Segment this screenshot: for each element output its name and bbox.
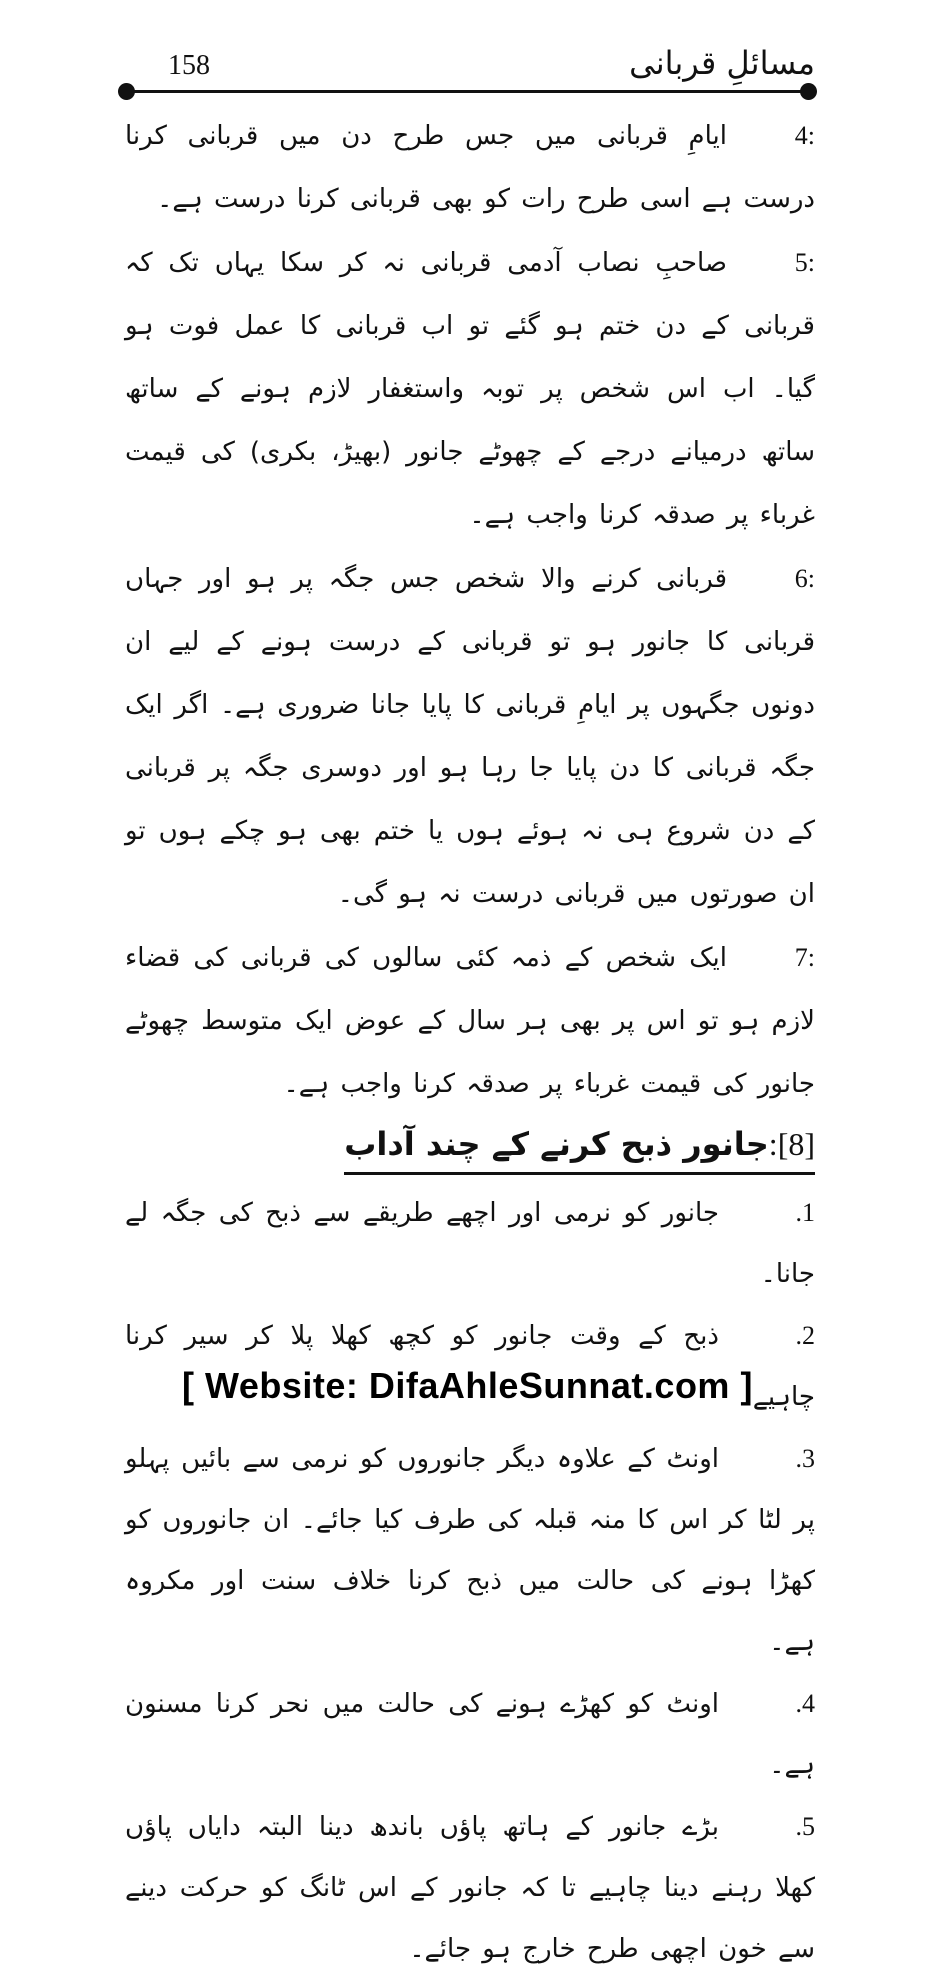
website-footer: [ Website: DifaAhleSunnat.com ]: [182, 1365, 753, 1406]
section-heading-row: [125, 1118, 815, 1178]
list-item-text: جانور کو نرمی اور اچھے طریقے سے ذبح کی جگہ لے جانا۔: [125, 1198, 815, 1289]
running-title: مسائلِ قربانی: [629, 44, 815, 82]
list-item-text: ذبح کے وقت جانور کو کچھ کھلا پلا کر سیر کرنا چاہیے۔: [125, 1321, 815, 1412]
list-item: [125, 1673, 815, 1796]
paragraph-number: 4:: [794, 121, 815, 150]
list-item-number: .3: [795, 1444, 815, 1473]
list-item-text: اونٹ کو کھڑے ہونے کی حالت میں نحر کرنا مسنون ہے۔: [125, 1689, 815, 1780]
list-item: [125, 1428, 815, 1673]
list-item-number: .4: [795, 1689, 815, 1718]
list-item: [125, 1796, 815, 1980]
section-heading: [344, 1118, 815, 1175]
paragraph-number: 7:: [794, 943, 815, 972]
paragraph-number: 6:: [794, 564, 815, 593]
paragraph-text: صاحبِ نصاب آدمی قربانی نہ کر سکا یہاں تک کہ قربانی کے دن ختم ہو گئے تو اب قربانی کا عمل فوت ہو گیا۔ اب اس شخص پر توبہ واستغفار لازم ہونے کے ساتھ ساتھ درمیانے درجے کے چھوٹے جانور (بھیڑ، بکری) کی قیمت غرباء پر صدقہ کرنا واجب ہے۔: [125, 248, 815, 530]
list-item-number: .2: [795, 1321, 815, 1350]
paragraph: [125, 547, 815, 926]
rule-end-dot-icon: [118, 83, 135, 100]
header-rule: [126, 90, 806, 93]
etiquette-list: [125, 1182, 815, 1980]
list-item-number: .5: [795, 1812, 815, 1841]
rule-end-dot-icon: [800, 83, 817, 100]
paragraph: [125, 231, 815, 547]
list-item-number: .1: [795, 1198, 815, 1227]
page-body: [125, 104, 815, 1980]
paragraph: [125, 926, 815, 1116]
paragraph-text: ایک شخص کے ذمہ کئی سالوں کی قربانی کی قضاء لازم ہو تو اس پر بھی ہر سال کے عوض ایک متوسط چھوٹے جانور کی قیمت غرباء پر صدقہ کرنا واجب ہے۔: [125, 943, 815, 1099]
section-title: جانور ذبح کرنے کے چند آداب: [344, 1125, 769, 1163]
paragraph-text: ایامِ قربانی میں جس طرح دن میں قربانی کرنا درست ہے اسی طرح رات کو بھی قربانی کرنا درست ہے۔: [125, 121, 815, 214]
paragraph-number: 5:: [794, 248, 815, 277]
section-number: [8]:: [768, 1126, 815, 1162]
paragraph: [125, 104, 815, 231]
list-item-text: بڑے جانور کے ہاتھ پاؤں باندھ دینا البتہ دایاں پاؤں کھلا رہنے دینا چاہیے تا کہ جانور کے اس ٹانگ کو حرکت دینے سے خون اچھی طرح خارج ہو جائے۔: [125, 1812, 815, 1964]
page-number: 158: [168, 50, 210, 81]
paragraph-text: قربانی کرنے والا شخص جس جگہ پر ہو اور جہاں قربانی کا جانور ہو تو قربانی کے درست ہونے کے لیے ان دونوں جگہوں پر ایامِ قربانی کا پایا جانا ضروری ہے۔ اگر ایک جگہ قربانی کا دن پایا جا رہا ہو اور دوسری جگہ پر قربانی کے دن شروع ہی نہ ہوئے ہوں یا ختم بھی ہو چکے ہوں تو ان صورتوں میں قربانی درست نہ ہو گی۔: [125, 564, 815, 909]
list-item: [125, 1182, 815, 1305]
list-item-text: اونٹ کے علاوہ دیگر جانوروں کو نرمی سے بائیں پہلو پر لٹا کر اس کا منہ قبلہ کی طرف کیا جائے۔ ان جانوروں کو کھڑا ہونے کی حالت میں ذبح کرنا خلاف سنت اور مکروہ ہے۔: [125, 1444, 815, 1657]
